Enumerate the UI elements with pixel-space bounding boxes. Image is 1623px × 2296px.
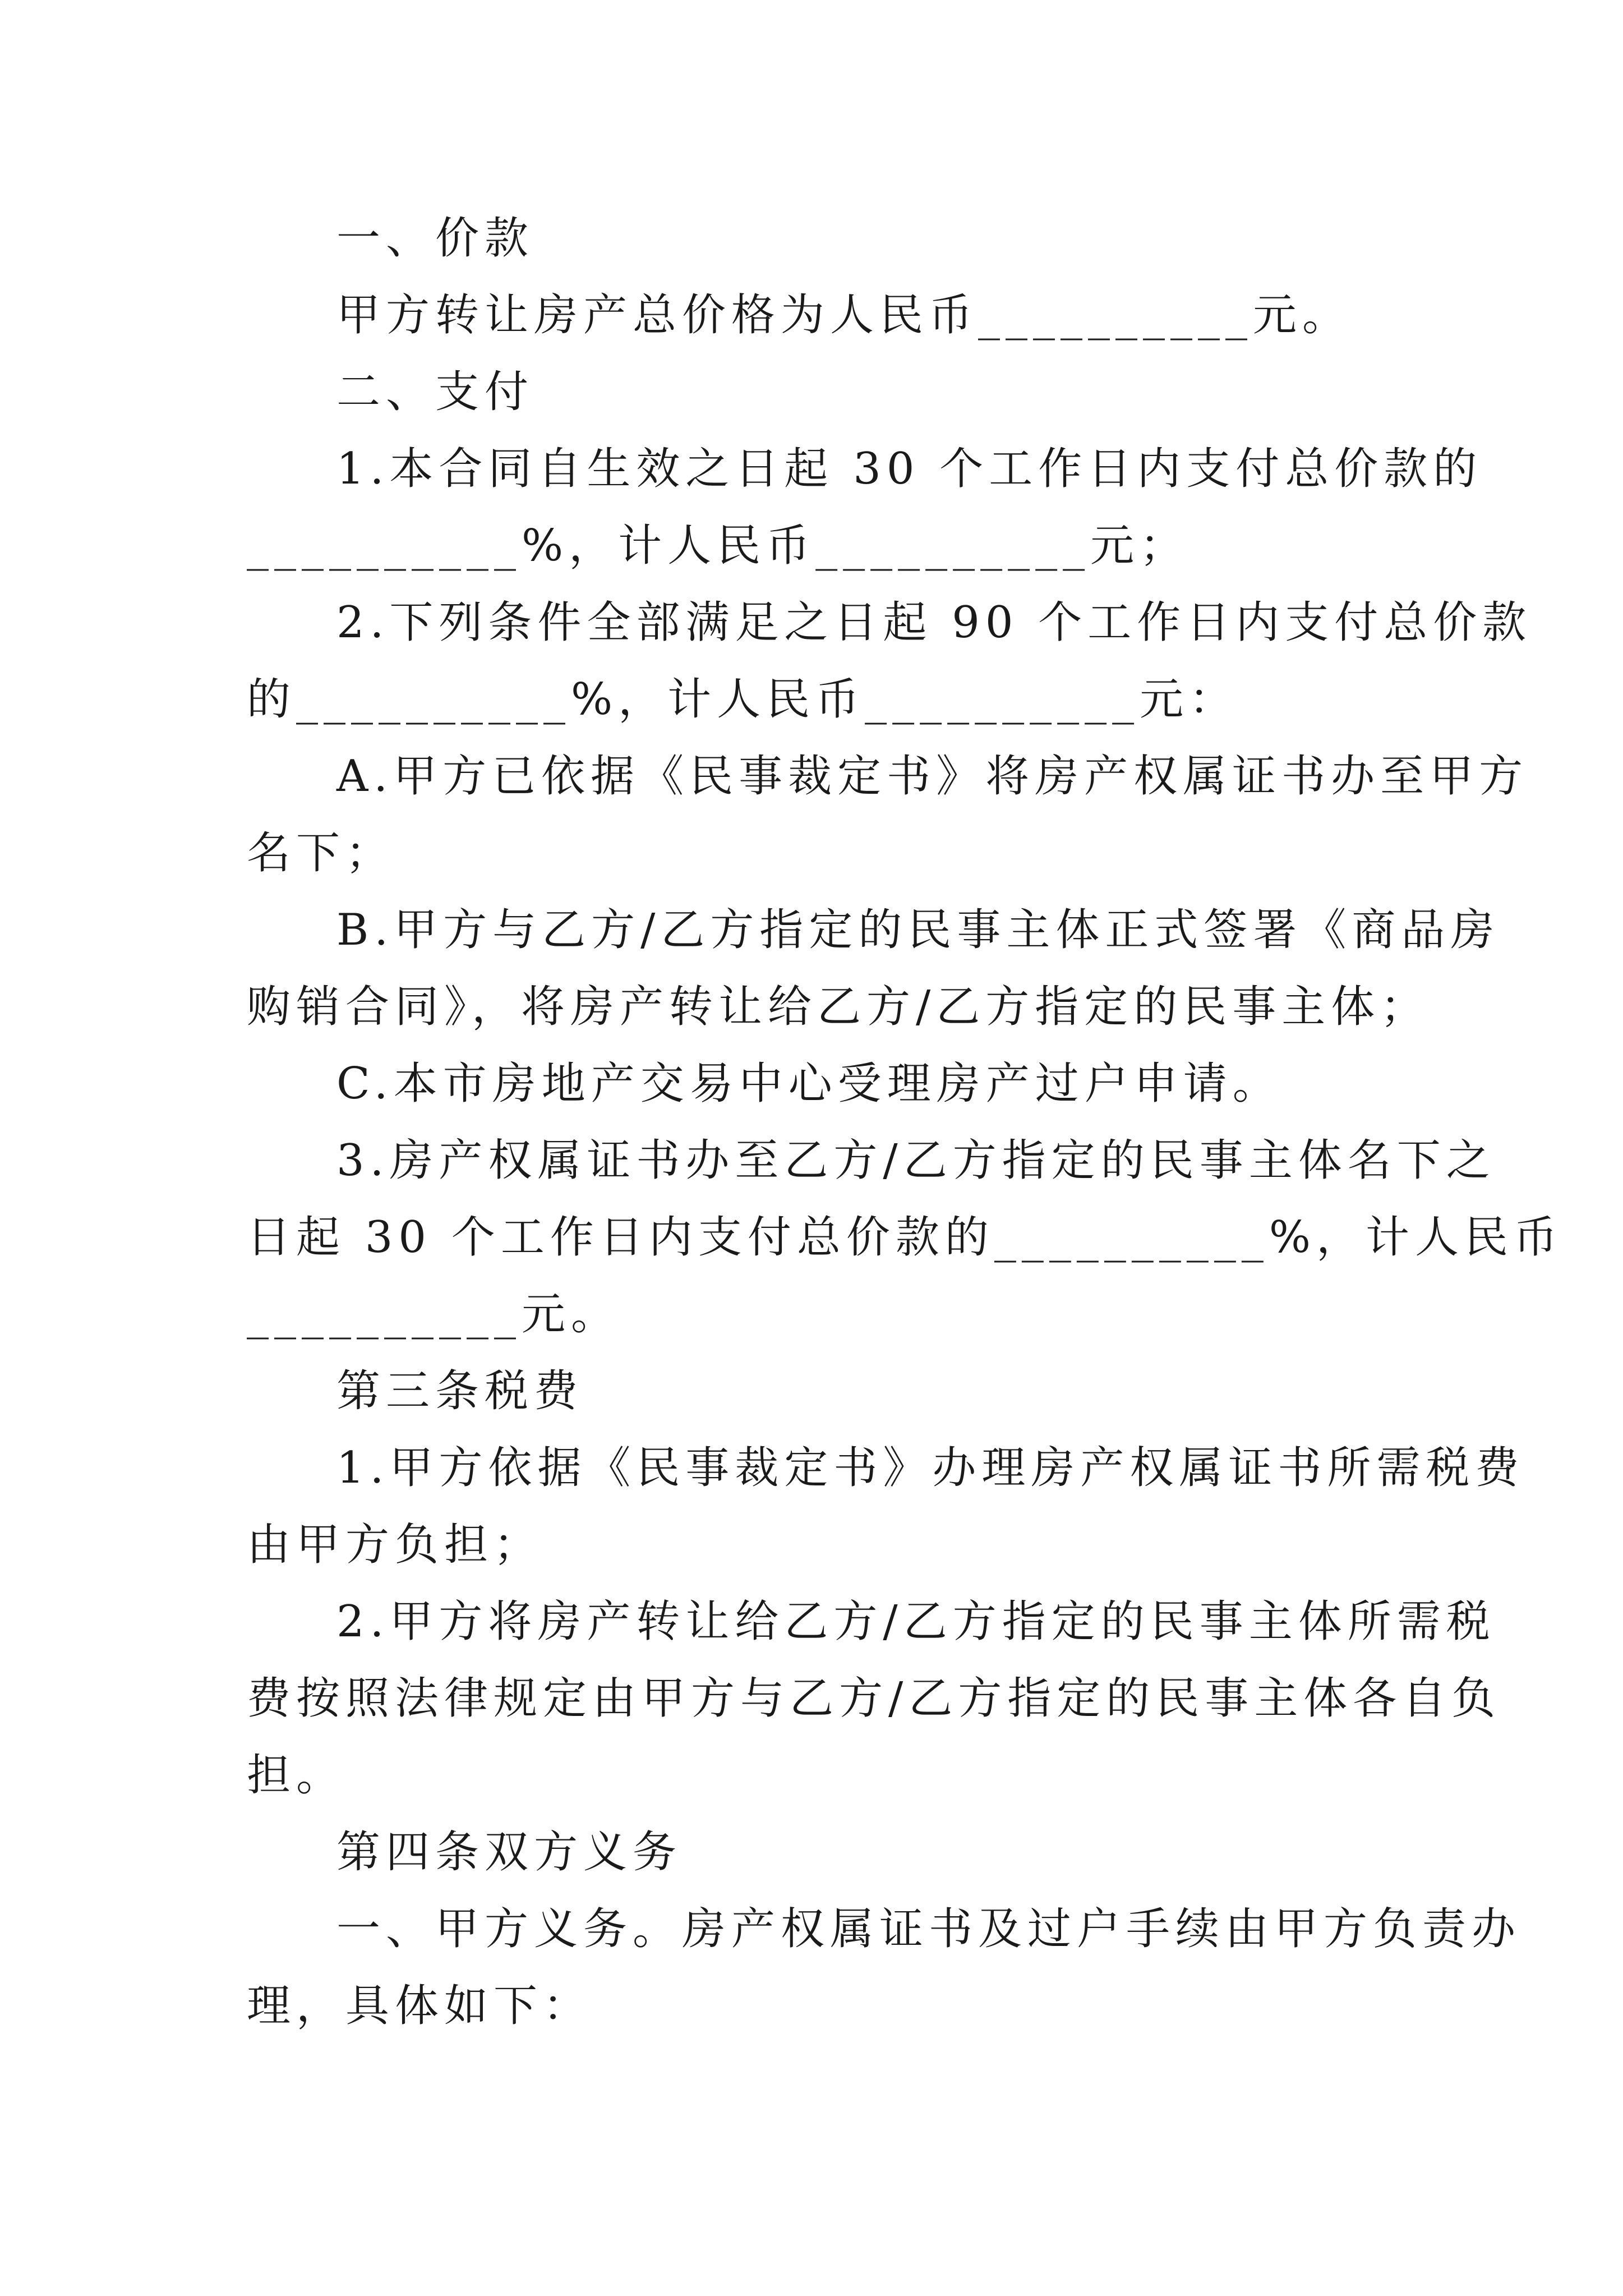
paragraph-line: 日起 30 个工作日内支付总价款的__________%，计人民币 [247,1212,1563,1263]
section-heading-taxes: 第三条税费 [336,1366,584,1416]
paragraph-line: 的__________%，计人民币__________元： [247,674,1239,725]
paragraph-line: C.本市房地产交易中心受理房产过户申请。 [336,1059,1282,1109]
paragraph-line: 费按照法律规定由甲方与乙方/乙方指定的民事主体各自负 [247,1673,1501,1724]
paragraph-line: 甲方转让房产总价格为人民币__________元。 [336,290,1352,341]
paragraph-line: 1.本合同自生效之日起 30 个工作日内支付总价款的 [336,444,1483,494]
section-heading-price: 一、价款 [336,213,534,264]
paragraph-line: __________元。 [247,1289,621,1340]
paragraph-line: 由甲方负担； [247,1520,543,1570]
paragraph-line: B.甲方与乙方/乙方指定的民事主体正式签署《商品房 [336,905,1500,955]
paragraph-line: __________%，计人民币__________元； [247,521,1189,571]
paragraph-line: 购销合同》，将房产转让给乙方/乙方指定的民事主体； [247,982,1430,1032]
paragraph-line: 2.甲方将房产转让给乙方/乙方指定的民事主体所需税 [336,1596,1496,1647]
paragraph-line: A.甲方已依据《民事裁定书》将房产权属证书办至甲方 [336,751,1529,802]
paragraph-line: 3.房产权属证书办至乙方/乙方指定的民事主体名下之 [336,1135,1496,1186]
paragraph-line: 1.甲方依据《民事裁定书》办理房产权属证书所需税费 [336,1443,1525,1493]
paragraph-line: 一、甲方义务。房产权属证书及过户手续由甲方负责办 [336,1904,1521,1954]
section-heading-obligations: 第四条双方义务 [336,1827,683,1878]
paragraph-line: 理，具体如下： [247,1981,593,2031]
paragraph-line: 2.下列条件全部满足之日起 90 个工作日内支付总价款 [336,597,1532,648]
paragraph-line: 担。 [247,1750,346,1801]
section-heading-payment: 二、支付 [336,367,534,417]
paragraph-line: 名下； [247,828,395,878]
